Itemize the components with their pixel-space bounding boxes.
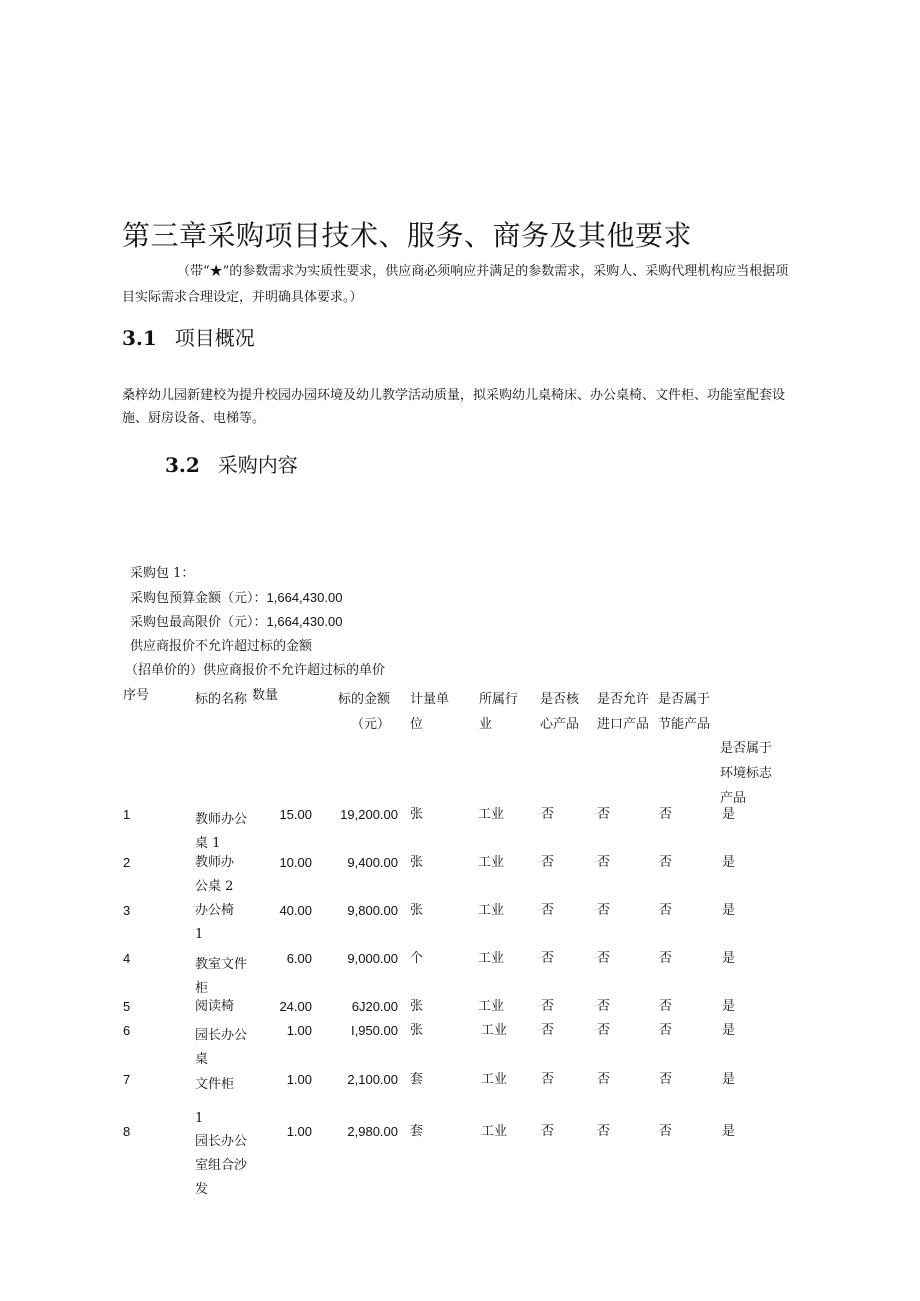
package-note-2: （招单价的）供应商报价不允许超过标的单价 — [125, 663, 386, 678]
cell-energy: 否 — [659, 807, 673, 822]
cell-core: 否 — [541, 855, 555, 870]
cell-qty: 1.00 — [286, 1072, 312, 1087]
cell-amount: 9,800.00 — [347, 903, 398, 918]
cell-import: 否 — [597, 951, 611, 966]
header-import-allowed: 是否允许 进口产品 — [597, 692, 650, 732]
header-environmental: 是否属于 环境标志 产品 — [720, 741, 773, 806]
chapter-title: 第三章采购项目技术、服务、商务及其他要求 — [122, 219, 693, 252]
cell-core: 否 — [541, 807, 555, 822]
cell-amount: 9,000.00 — [347, 951, 398, 966]
package-budget: 采购包预算金额（元）：1,664,430.00 — [130, 590, 343, 606]
cell-core: 否 — [541, 903, 555, 918]
cell-energy: 否 — [659, 855, 673, 870]
cell-amount: 2,100.00 — [347, 1072, 398, 1087]
cell-industry: 工业 — [478, 807, 505, 822]
cell-industry: 工业 — [478, 903, 505, 918]
cell-env: 是 — [722, 1072, 736, 1087]
cell-industry: 工业 — [478, 855, 505, 870]
cell-import: 否 — [597, 1072, 611, 1087]
section-title: 采购内容 — [217, 453, 298, 477]
cell-unit: 套 — [410, 1124, 424, 1139]
cell-core: 否 — [541, 1023, 555, 1038]
cell-unit: 张 — [410, 903, 424, 918]
package-max-price: 采购包最高限价（元）：1,664,430.00 — [130, 614, 343, 630]
cell-amount: 6J20.00 — [351, 999, 398, 1014]
cell-import: 否 — [597, 807, 611, 822]
cell-env: 是 — [722, 1023, 736, 1038]
cell-energy: 否 — [659, 951, 673, 966]
cell-name: 文件柜 1 — [195, 1077, 235, 1126]
cell-unit: 套 — [410, 1072, 424, 1087]
cell-env: 是 — [722, 951, 736, 966]
cell-unit: 个 — [410, 951, 424, 966]
package-note-1: 供应商报价不允许超过标的金额 — [130, 639, 313, 654]
cell-env: 是 — [722, 807, 736, 822]
cell-env: 是 — [722, 999, 736, 1014]
cell-amount: 9,400.00 — [347, 855, 398, 870]
cell-unit: 张 — [410, 1023, 424, 1038]
cell-industry: 工业 — [481, 1072, 508, 1087]
cell-qty: 10.00 — [279, 855, 312, 870]
cell-amount: I,950.00 — [351, 1023, 398, 1038]
header-core-product: 是否核 心产品 — [540, 692, 580, 732]
cell-energy: 否 — [659, 1124, 673, 1139]
section-heading-overview — [122, 322, 255, 351]
cell-qty: 15.00 — [279, 807, 312, 822]
cell-env: 是 — [722, 855, 736, 870]
cell-import: 否 — [597, 1124, 611, 1139]
max-price-value: 1,664,430.00 — [266, 614, 343, 629]
cell-import: 否 — [597, 855, 611, 870]
cell-import: 否 — [597, 1023, 611, 1038]
cell-import: 否 — [597, 999, 611, 1014]
header-name: 标的名称 — [195, 692, 248, 707]
overview-paragraph: 桑梓幼儿园新建校为提升校园办园环境及幼儿教学活动质量，拟采购幼儿桌椅床、办公桌椅、文件柜、功能室配套设施、厨房设备、电梯等。 — [122, 388, 786, 426]
cell-seq: 5 — [123, 999, 131, 1014]
cell-seq: 7 — [123, 1072, 131, 1087]
cell-name: 教室文件柜 — [195, 957, 248, 996]
cell-seq: 4 — [123, 951, 131, 966]
cell-qty: 40.00 — [279, 903, 312, 918]
cell-name: 阅读椅 — [195, 999, 235, 1014]
section-number: 3.2 — [165, 453, 200, 477]
cell-core: 否 — [541, 951, 555, 966]
header-amount: 标的金额 （元） — [338, 692, 391, 732]
cell-unit: 张 — [410, 855, 424, 870]
cell-energy: 否 — [659, 999, 673, 1014]
cell-industry: 工业 — [478, 951, 505, 966]
cell-qty: 1.00 — [286, 1023, 312, 1038]
requirement-note: （带“★”的参数需求为实质性要求，供应商必须响应并满足的参数需求，采购人、采购代理机构应当根据项目实际需求合理设定，并明确具体要求。） — [122, 264, 789, 305]
cell-env: 是 — [722, 1124, 736, 1139]
cell-seq: 3 — [123, 903, 131, 918]
header-industry: 所属行 业 — [479, 692, 519, 732]
cell-core: 否 — [541, 999, 555, 1014]
header-unit: 计量单 位 — [410, 692, 450, 732]
header-seq: 序号 — [123, 688, 150, 703]
section-number: 3.1 — [122, 326, 157, 350]
cell-energy: 否 — [659, 903, 673, 918]
cell-env: 是 — [722, 903, 736, 918]
cell-import: 否 — [597, 903, 611, 918]
cell-amount: 2,980.00 — [347, 1124, 398, 1139]
header-energy-saving: 是否属于 节能产品 — [658, 692, 711, 732]
cell-core: 否 — [541, 1072, 555, 1087]
cell-unit: 张 — [410, 807, 424, 822]
cell-seq: 6 — [123, 1023, 131, 1038]
section-heading-content — [165, 449, 298, 478]
cell-qty: 1.00 — [286, 1124, 312, 1139]
cell-name: 园长办公桌 — [195, 1028, 248, 1067]
cell-qty: 6.00 — [286, 951, 312, 966]
cell-name: 园长办公室组合沙发 — [195, 1134, 248, 1197]
cell-industry: 工业 — [478, 999, 505, 1014]
cell-qty: 24.00 — [279, 999, 312, 1014]
cell-name: 教师办公桌 2 — [195, 855, 235, 894]
cell-energy: 否 — [659, 1072, 673, 1087]
cell-amount: 19,200.00 — [340, 807, 398, 822]
cell-unit: 张 — [410, 999, 424, 1014]
cell-name: 教师办公桌 1 — [195, 812, 248, 851]
cell-name: 办公椅 1 — [195, 903, 235, 942]
cell-industry: 工业 — [481, 1124, 508, 1139]
cell-seq: 8 — [123, 1124, 131, 1139]
cell-industry: 工业 — [481, 1023, 508, 1038]
cell-seq: 2 — [123, 855, 131, 870]
cell-core: 否 — [541, 1124, 555, 1139]
section-title: 项目概况 — [174, 326, 255, 350]
package-label: 采购包 1： — [130, 566, 195, 581]
cell-energy: 否 — [659, 1023, 673, 1038]
budget-value: 1,664,430.00 — [266, 590, 343, 605]
cell-seq: 1 — [123, 807, 131, 822]
header-qty: 数量 — [252, 688, 279, 703]
